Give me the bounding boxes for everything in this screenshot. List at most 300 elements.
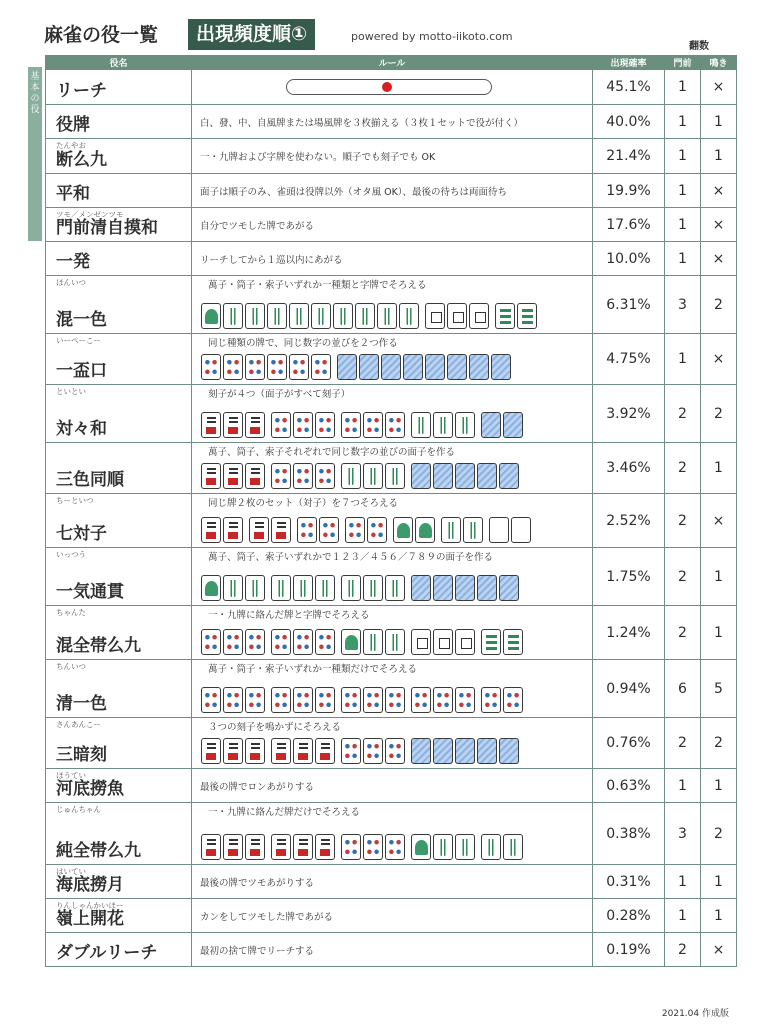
naki-han-cell: × [701, 242, 737, 276]
yaku-name: 混一色 [56, 310, 107, 330]
pin-tile-icon [385, 412, 405, 438]
yaku-name-cell [46, 242, 192, 276]
menzen-han-cell: 1 [665, 865, 701, 899]
rule-text: 一・九牌に絡んだ牌と字牌でそろえる [208, 610, 370, 621]
sou-tile-icon [455, 412, 475, 438]
rate-cell: 3.92% [593, 385, 665, 443]
honor-tile-icon [411, 629, 431, 655]
naki-han-cell: × [701, 334, 737, 385]
pin-tile-icon [433, 687, 453, 713]
man-tile-icon [315, 738, 335, 764]
tile-back-icon [411, 463, 431, 489]
tile-back-icon [503, 412, 523, 438]
bird-tile-icon [411, 834, 431, 860]
yaku-name: 清一色 [56, 694, 107, 714]
han-label: 翻数 [689, 41, 709, 52]
yaku-reading: ちゃんた [56, 608, 86, 617]
sou-tile-icon [385, 463, 405, 489]
man-tile-icon [223, 834, 243, 860]
bird-tile-icon [201, 303, 221, 329]
rate-cell: 1.24% [593, 606, 665, 660]
naki-han-cell: 5 [701, 660, 737, 718]
tile-back-icon [381, 354, 401, 380]
powered-by-credit: powered by motto-iikoto.com [351, 30, 513, 43]
rule-text: 最後の牌でツモあがりする [200, 877, 315, 889]
rule-text: 一・九牌に絡んだ牌だけでそろえる [208, 807, 361, 818]
pin-tile-icon [271, 687, 291, 713]
tile-back-icon [433, 575, 453, 601]
menzen-han-cell: 6 [665, 660, 701, 718]
sou-tile-icon [433, 412, 453, 438]
pin-tile-icon [245, 354, 265, 380]
tile-back-icon [469, 354, 489, 380]
pin-tile-icon [201, 629, 221, 655]
man-tile-icon [223, 412, 243, 438]
rule-cell [192, 899, 593, 933]
pin-tile-icon [315, 412, 335, 438]
tile-back-icon [455, 463, 475, 489]
page-title: 麻雀の役一覧 [44, 24, 159, 46]
menzen-han-cell: 1 [665, 105, 701, 139]
tile-group [201, 303, 539, 329]
green-dragon-tile-icon [495, 303, 515, 329]
table-row [46, 174, 737, 208]
header-naki: 鳴き [701, 56, 737, 70]
pin-tile-icon [341, 738, 361, 764]
pin-tile-icon [385, 687, 405, 713]
table-row [46, 769, 737, 803]
table-row [46, 276, 737, 334]
sou-tile-icon [333, 303, 353, 329]
yaku-reading: ほんいつ [56, 278, 86, 287]
yaku-name: ダブルリーチ [56, 943, 158, 963]
man-tile-icon [293, 834, 313, 860]
yaku-name-cell [46, 174, 192, 208]
table-row [46, 718, 737, 769]
yaku-name: 嶺上開花 [56, 909, 124, 929]
yaku-reading: いーぺーこー [56, 336, 101, 345]
header-rate: 出現確率 [593, 56, 665, 70]
pin-tile-icon [503, 687, 523, 713]
pin-tile-icon [293, 412, 313, 438]
table-row [46, 899, 737, 933]
category-label: 基本の役 [30, 72, 40, 115]
menzen-han-cell: 1 [665, 242, 701, 276]
man-tile-icon [271, 834, 291, 860]
yaku-name-cell [46, 803, 192, 865]
sou-tile-icon [355, 303, 375, 329]
rule-text: 白、發、中、自風牌または場風牌を３枚揃える（３枚１セットで役が付く） [200, 117, 524, 129]
yaku-name: 河底撈魚 [56, 779, 124, 799]
pin-tile-icon [293, 463, 313, 489]
yaku-name: 一発 [56, 252, 90, 272]
pin-tile-icon [315, 463, 335, 489]
table-row [46, 334, 737, 385]
naki-han-cell: × [701, 494, 737, 548]
menzen-han-cell: 2 [665, 548, 701, 606]
man-tile-icon [201, 412, 221, 438]
sou-tile-icon [341, 575, 361, 601]
rate-cell: 0.19% [593, 933, 665, 967]
man-tile-icon [245, 463, 265, 489]
yaku-name-cell [46, 660, 192, 718]
rule-cell [192, 718, 593, 769]
tile-back-icon [433, 463, 453, 489]
yaku-name-cell [46, 139, 192, 174]
naki-han-cell: 1 [701, 139, 737, 174]
yaku-reading: じゅんちゃん [56, 805, 101, 814]
tile-group [201, 354, 513, 380]
menzen-han-cell: 1 [665, 70, 701, 105]
menzen-han-cell: 2 [665, 494, 701, 548]
bird-tile-icon [201, 575, 221, 601]
naki-han-cell: 2 [701, 385, 737, 443]
honor-tile-icon [425, 303, 445, 329]
pin-tile-icon [271, 412, 291, 438]
sou-tile-icon [463, 517, 483, 543]
sou-tile-icon [455, 834, 475, 860]
naki-han-cell: × [701, 70, 737, 105]
table-row [46, 494, 737, 548]
rule-cell [192, 769, 593, 803]
pin-tile-icon [455, 687, 475, 713]
man-tile-icon [245, 738, 265, 764]
pin-tile-icon [367, 517, 387, 543]
yaku-reading: ツモ／メンゼンツモ [56, 210, 124, 219]
rule-cell [192, 105, 593, 139]
menzen-han-cell: 2 [665, 718, 701, 769]
yaku-reading: いっつう [56, 550, 86, 559]
rule-text: ３つの刻子を鳴かずにそろえる [208, 722, 342, 733]
menzen-han-cell: 1 [665, 769, 701, 803]
sou-tile-icon [267, 303, 287, 329]
naki-han-cell: 1 [701, 899, 737, 933]
rule-cell [192, 803, 593, 865]
yaku-reading: といとい [56, 387, 86, 396]
rule-cell [192, 548, 593, 606]
sou-tile-icon [271, 575, 291, 601]
green-dragon-tile-icon [503, 629, 523, 655]
pin-tile-icon [201, 687, 221, 713]
tile-group [201, 629, 525, 655]
sou-tile-icon [433, 834, 453, 860]
menzen-han-cell: 2 [665, 443, 701, 494]
naki-han-cell: × [701, 174, 737, 208]
green-dragon-tile-icon [517, 303, 537, 329]
tile-group [201, 412, 525, 438]
rule-cell [192, 606, 593, 660]
tile-back-icon [411, 738, 431, 764]
rule-cell [192, 276, 593, 334]
rate-cell: 0.63% [593, 769, 665, 803]
rule-cell [192, 660, 593, 718]
sou-tile-icon [341, 463, 361, 489]
yaku-reading: ちんいつ [56, 662, 86, 671]
tile-group [201, 575, 521, 601]
man-tile-icon [315, 834, 335, 860]
yaku-name: 対々和 [56, 419, 107, 439]
man-tile-icon [223, 738, 243, 764]
rule-text: 萬子・筒子・索子いずれか一種類だけでそろえる [208, 664, 418, 675]
tile-group [201, 687, 525, 713]
pin-tile-icon [201, 354, 221, 380]
table-row [46, 660, 737, 718]
pin-tile-icon [293, 629, 313, 655]
sou-tile-icon [289, 303, 309, 329]
honor-tile-icon [433, 629, 453, 655]
pin-tile-icon [223, 687, 243, 713]
table-row [46, 933, 737, 967]
pin-tile-icon [315, 629, 335, 655]
pin-tile-icon [245, 629, 265, 655]
pin-tile-icon [363, 834, 383, 860]
menzen-han-cell: 2 [665, 385, 701, 443]
yaku-name-cell [46, 899, 192, 933]
sou-tile-icon [377, 303, 397, 329]
rule-text: 最初の捨て牌でリーチする [200, 945, 315, 957]
rate-cell: 3.46% [593, 443, 665, 494]
yaku-name: 門前清自摸和 [56, 218, 158, 238]
yaku-name: 一盃口 [56, 361, 107, 381]
yaku-name-cell [46, 70, 192, 105]
man-tile-icon [245, 412, 265, 438]
rule-text: 萬子、筒子、索子いずれかで１２３／４５６／７８９の面子を作る [208, 552, 494, 563]
tile-back-icon [499, 575, 519, 601]
pin-tile-icon [363, 687, 383, 713]
menzen-han-cell: 3 [665, 276, 701, 334]
rule-text: 面子は順子のみ、雀頭は役牌以外（オタ風 OK）、最後の待ちは両面待ち [200, 186, 508, 198]
sou-tile-icon [223, 575, 243, 601]
tile-back-icon [455, 738, 475, 764]
green-dragon-tile-icon [481, 629, 501, 655]
yaku-name: 断么九 [56, 150, 107, 170]
sou-tile-icon [311, 303, 331, 329]
man-tile-icon [271, 517, 291, 543]
man-tile-icon [201, 834, 221, 860]
rule-text: 刻子が４つ（面子がすべて刻子） [208, 389, 351, 400]
table-row [46, 443, 737, 494]
header-name: 役名 [46, 56, 192, 70]
rule-text: 一・九牌および字牌を使わない。順子でも刻子でも OK [200, 152, 436, 163]
man-tile-icon [201, 463, 221, 489]
yaku-name: 三色同順 [56, 470, 124, 490]
sou-tile-icon [223, 303, 243, 329]
tile-back-icon [455, 575, 475, 601]
menzen-han-cell: 1 [665, 174, 701, 208]
rule-cell [192, 242, 593, 276]
yaku-name: 三暗刻 [56, 745, 107, 765]
pin-tile-icon [385, 738, 405, 764]
naki-han-cell: 1 [701, 865, 737, 899]
yaku-reading: たんやお [56, 141, 86, 150]
yaku-name-cell [46, 334, 192, 385]
naki-han-cell: 2 [701, 803, 737, 865]
pin-tile-icon [319, 517, 339, 543]
honor-tile-icon [469, 303, 489, 329]
rule-cell [192, 865, 593, 899]
sou-tile-icon [411, 412, 431, 438]
yaku-name-cell [46, 933, 192, 967]
yaku-name-cell [46, 606, 192, 660]
tile-back-icon [477, 463, 497, 489]
rate-cell: 40.0% [593, 105, 665, 139]
tile-back-icon [477, 738, 497, 764]
rate-cell: 0.94% [593, 660, 665, 718]
sou-tile-icon [441, 517, 461, 543]
bird-tile-icon [415, 517, 435, 543]
yaku-name: 混全帯么九 [56, 636, 141, 656]
pin-tile-icon [385, 834, 405, 860]
yaku-name-cell [46, 208, 192, 242]
pin-tile-icon [223, 354, 243, 380]
naki-han-cell: 1 [701, 443, 737, 494]
pin-tile-icon [267, 354, 287, 380]
tile-back-icon [359, 354, 379, 380]
tile-back-icon [433, 738, 453, 764]
yaku-name-cell [46, 865, 192, 899]
sou-tile-icon [245, 303, 265, 329]
man-tile-icon [293, 738, 313, 764]
pin-tile-icon [297, 517, 317, 543]
pin-tile-icon [271, 629, 291, 655]
rule-cell [192, 933, 593, 967]
yaku-name: 一気通貫 [56, 582, 124, 602]
man-tile-icon [245, 834, 265, 860]
menzen-han-cell: 3 [665, 803, 701, 865]
honor-tile-icon [447, 303, 467, 329]
table-row [46, 803, 737, 865]
yaku-name: 役牌 [56, 115, 90, 135]
blank-tile-icon [489, 517, 509, 543]
menzen-han-cell: 2 [665, 606, 701, 660]
sou-tile-icon [363, 463, 383, 489]
sou-tile-icon [399, 303, 419, 329]
footer-date: 2021.04 作成版 [661, 1009, 729, 1019]
naki-han-cell: 1 [701, 105, 737, 139]
man-tile-icon [223, 463, 243, 489]
tile-back-icon [491, 354, 511, 380]
rate-cell: 2.52% [593, 494, 665, 548]
pin-tile-icon [289, 354, 309, 380]
table-row [46, 242, 737, 276]
yaku-name-cell [46, 769, 192, 803]
rate-cell: 0.76% [593, 718, 665, 769]
rate-cell: 17.6% [593, 208, 665, 242]
yaku-name-cell [46, 276, 192, 334]
yaku-reading: ほうてい [56, 771, 86, 780]
pin-tile-icon [315, 687, 335, 713]
rule-text: カンをしてツモした牌であがる [200, 911, 334, 923]
table-row [46, 70, 737, 105]
bird-tile-icon [341, 629, 361, 655]
yaku-reading: ちーといつ [56, 496, 94, 505]
pin-tile-icon [245, 687, 265, 713]
rate-cell: 10.0% [593, 242, 665, 276]
rate-cell: 4.75% [593, 334, 665, 385]
tile-back-icon [447, 354, 467, 380]
rule-cell [192, 174, 593, 208]
rule-text: 同じ種類の牌で、同じ数字の並びを２つ作る [208, 338, 398, 349]
yaku-name-cell [46, 105, 192, 139]
sou-tile-icon [245, 575, 265, 601]
yaku-reading: さんあんこー [56, 720, 101, 729]
rate-cell: 1.75% [593, 548, 665, 606]
man-tile-icon [271, 738, 291, 764]
tile-back-icon [499, 738, 519, 764]
sou-tile-icon [385, 629, 405, 655]
sou-tile-icon [293, 575, 313, 601]
tile-back-icon [481, 412, 501, 438]
rate-cell: 0.31% [593, 865, 665, 899]
rule-text: リーチしてから１巡以内にあがる [200, 254, 343, 266]
tile-back-icon [337, 354, 357, 380]
tile-group [201, 738, 521, 764]
bird-tile-icon [393, 517, 413, 543]
naki-han-cell: 1 [701, 548, 737, 606]
man-tile-icon [201, 517, 221, 543]
yaku-name: 平和 [56, 184, 90, 204]
table-row [46, 865, 737, 899]
pin-tile-icon [341, 687, 361, 713]
menzen-han-cell: 1 [665, 139, 701, 174]
menzen-han-cell: 1 [665, 899, 701, 933]
tile-back-icon [477, 575, 497, 601]
pin-tile-icon [363, 412, 383, 438]
yaku-table [45, 55, 737, 967]
table-row [46, 548, 737, 606]
man-tile-icon [201, 738, 221, 764]
yaku-name-cell [46, 443, 192, 494]
yaku-name-cell [46, 718, 192, 769]
yaku-name: 純全帯么九 [56, 841, 141, 861]
yaku-name: 七対子 [56, 524, 107, 544]
pin-tile-icon [293, 687, 313, 713]
rule-text: 同じ牌２枚のセット（対子）を７つそろえる [208, 498, 399, 509]
table-row [46, 139, 737, 174]
yaku-name-cell [46, 548, 192, 606]
riichi-stick-icon [286, 79, 492, 95]
tile-back-icon [425, 354, 445, 380]
rule-cell [192, 70, 593, 105]
yaku-name-cell [46, 385, 192, 443]
rate-cell: 0.38% [593, 803, 665, 865]
table-row [46, 606, 737, 660]
table-row [46, 208, 737, 242]
page-subtitle: 出現頻度順① [188, 19, 315, 50]
rule-text: 自分でツモした牌であがる [200, 220, 315, 232]
pin-tile-icon [341, 412, 361, 438]
table-header-row [46, 56, 737, 70]
yaku-reading: りんしゃんかいほー [56, 901, 124, 910]
pin-tile-icon [363, 738, 383, 764]
menzen-han-cell: 1 [665, 334, 701, 385]
pin-tile-icon [271, 463, 291, 489]
pin-tile-icon [341, 834, 361, 860]
pin-tile-icon [345, 517, 365, 543]
honor-tile-icon [455, 629, 475, 655]
menzen-han-cell: 1 [665, 208, 701, 242]
naki-han-cell: 2 [701, 276, 737, 334]
tile-group [201, 463, 521, 489]
table-row [46, 385, 737, 443]
pin-tile-icon [311, 354, 331, 380]
rate-cell: 21.4% [593, 139, 665, 174]
rule-cell [192, 139, 593, 174]
tile-group [201, 517, 533, 543]
blank-tile-icon [511, 517, 531, 543]
rule-cell [192, 385, 593, 443]
pin-tile-icon [411, 687, 431, 713]
